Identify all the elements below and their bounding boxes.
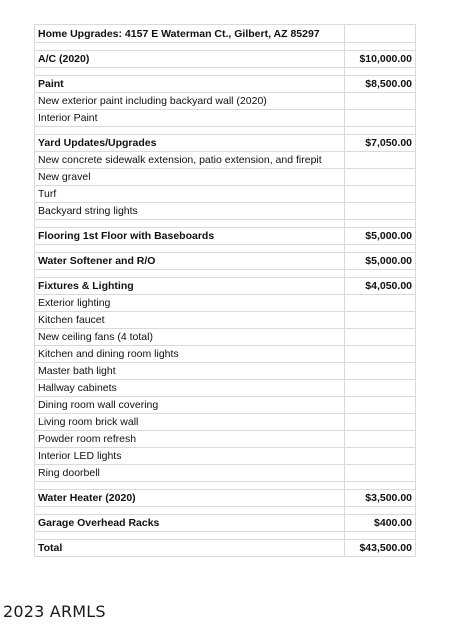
section-row-water-softener	[35, 253, 416, 270]
item-row	[35, 380, 416, 397]
total-label: Total	[35, 540, 345, 557]
section-row-flooring	[35, 228, 416, 245]
section-label: Fixtures & Lighting	[35, 278, 345, 295]
item-row	[35, 203, 416, 220]
section-label: Garage Overhead Racks	[35, 515, 345, 532]
section-row-paint	[35, 76, 416, 93]
title-row	[35, 25, 416, 43]
item-label: Powder room refresh	[35, 431, 345, 448]
item-label: Master bath light	[35, 363, 345, 380]
section-row-ac	[35, 51, 416, 68]
section-amount: $10,000.00	[345, 51, 416, 68]
item-row	[35, 312, 416, 329]
item-label: New exterior paint including backyard wall (2020)	[35, 93, 345, 110]
section-label: Water Heater (2020)	[35, 490, 345, 507]
armls-watermark: 2023 ARMLS	[3, 602, 106, 621]
item-label: Dining room wall covering	[35, 397, 345, 414]
section-amount: $4,050.00	[345, 278, 416, 295]
item-row	[35, 465, 416, 482]
item-label: Kitchen faucet	[35, 312, 345, 329]
section-label: Water Softener and R/O	[35, 253, 345, 270]
section-row-fixtures	[35, 278, 416, 295]
item-row	[35, 186, 416, 203]
item-label: New ceiling fans (4 total)	[35, 329, 345, 346]
item-label: Exterior lighting	[35, 295, 345, 312]
item-row	[35, 93, 416, 110]
item-row	[35, 448, 416, 465]
section-amount: $5,000.00	[345, 228, 416, 245]
section-row-water-heater	[35, 490, 416, 507]
section-amount: $3,500.00	[345, 490, 416, 507]
total-row	[35, 540, 416, 557]
section-label: Paint	[35, 76, 345, 93]
item-row	[35, 169, 416, 186]
item-label: Living room brick wall	[35, 414, 345, 431]
section-amount: $7,050.00	[345, 135, 416, 152]
section-amount: $5,000.00	[345, 253, 416, 270]
item-label: Backyard string lights	[35, 203, 345, 220]
item-label: Interior Paint	[35, 110, 345, 127]
section-label: Flooring 1st Floor with Baseboards	[35, 228, 345, 245]
item-row	[35, 346, 416, 363]
upgrades-table	[34, 24, 416, 557]
section-row-garage	[35, 515, 416, 532]
item-label: New gravel	[35, 169, 345, 186]
section-label: Yard Updates/Upgrades	[35, 135, 345, 152]
item-row	[35, 414, 416, 431]
item-row	[35, 431, 416, 448]
item-row	[35, 110, 416, 127]
item-row	[35, 397, 416, 414]
section-amount: $8,500.00	[345, 76, 416, 93]
section-amount: $400.00	[345, 515, 416, 532]
section-row-yard	[35, 135, 416, 152]
item-label: Ring doorbell	[35, 465, 345, 482]
item-row	[35, 295, 416, 312]
sheet-title: Home Upgrades: 4157 E Waterman Ct., Gilbert, AZ 85297	[35, 25, 345, 43]
item-label: Kitchen and dining room lights	[35, 346, 345, 363]
item-row	[35, 152, 416, 169]
item-row	[35, 329, 416, 346]
item-label: Hallway cabinets	[35, 380, 345, 397]
item-label: Interior LED lights	[35, 448, 345, 465]
item-row	[35, 363, 416, 380]
item-label: Turf	[35, 186, 345, 203]
item-label: New concrete sidewalk extension, patio extension, and firepit	[35, 152, 345, 169]
section-label: A/C (2020)	[35, 51, 345, 68]
total-amount: $43,500.00	[345, 540, 416, 557]
